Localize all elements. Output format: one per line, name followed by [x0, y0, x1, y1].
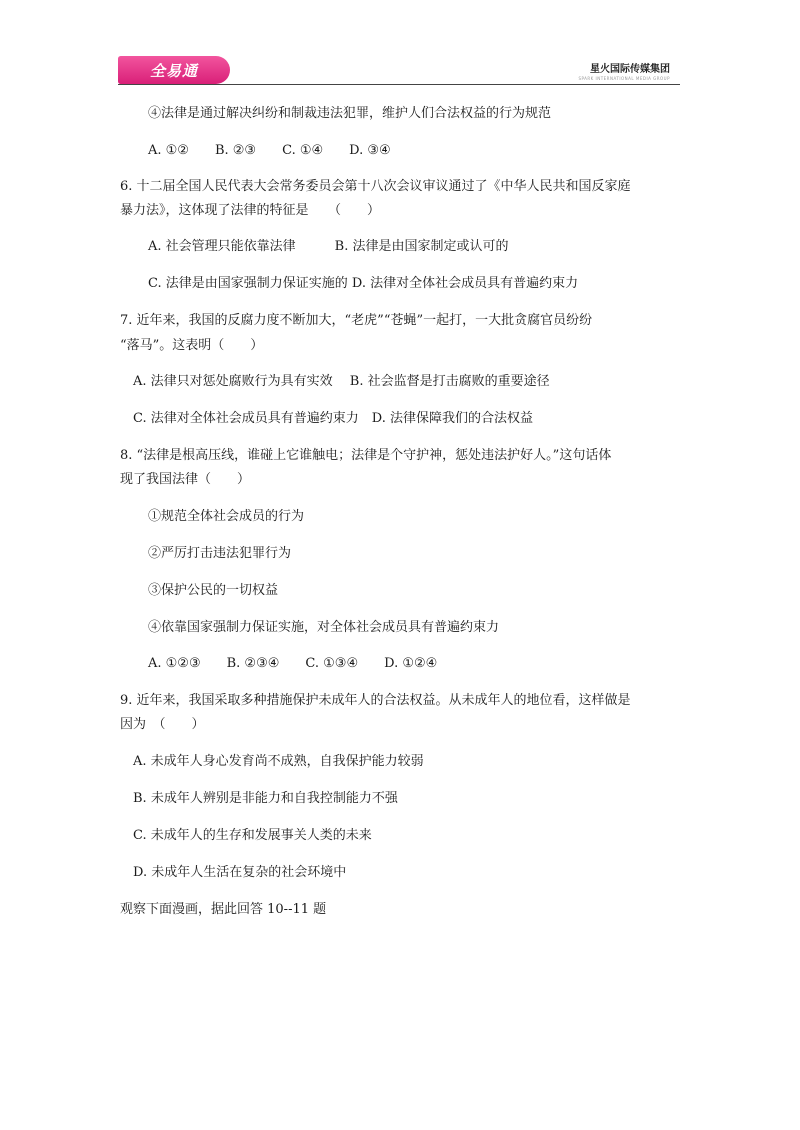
option-line: ④依靠国家强制力保证实施，对全体社会成员具有普遍约束力	[148, 620, 500, 635]
option-line: ①规范全体社会成员的行为	[148, 509, 305, 524]
answer-choices: C. 法律对全体社会成员具有普遍约束力 D. 法律保障我们的合法权益	[133, 411, 533, 426]
brand-name: 星火国际传媒集团	[590, 64, 670, 75]
question-7-stem: 7. 近年来，我国的反腐力度不断加大，“老虎”“苍蝇”一起打，一大批贪腐官员纷纷	[120, 313, 593, 328]
question-9-stem: 9. 近年来，我国采取多种措施保护未成年人的合法权益。从未成年人的地位看，这样做是	[120, 693, 631, 708]
instruction-line: 观察下面漫画，据此回答 10--11 题	[120, 902, 327, 917]
answer-choice: C. 未成年人的生存和发展事关人类的未来	[133, 828, 372, 843]
option-line: ③保护公民的一切权益	[148, 583, 279, 598]
answer-choices: A. ①②③ B. ②③④ C. ①③④ D. ①②④	[148, 656, 438, 671]
answer-choice: B. 未成年人辨别是非能力和自我控制能力不强	[133, 791, 398, 806]
question-9-stem-cont: 因为 （ ）	[120, 717, 205, 732]
question-6-stem-cont: 暴力法》，这体现了法律的特征是 （ ）	[120, 203, 381, 218]
question-8-stem-cont: 现了我国法律（ ）	[120, 472, 251, 487]
question-7-stem-cont: “落马”。这表明（ ）	[120, 338, 264, 353]
quanyitong-logo	[118, 56, 230, 84]
option-line: ②严厉打击违法犯罪行为	[148, 546, 292, 561]
question-8-stem: 8. “法律是根高压线，谁碰上它谁触电；法律是个守护神，惩处违法护好人。”这句话体	[120, 448, 612, 463]
page-header	[0, 0, 800, 90]
option-line: ④法律是通过解决纠纷和制裁违法犯罪，维护人们合法权益的行为规范	[148, 106, 552, 121]
publisher-brand	[578, 60, 670, 81]
answer-choice: A. 未成年人身心发育尚不成熟，自我保护能力较弱	[133, 754, 424, 769]
brand-english-name: SPARK INTERNATIONAL MEDIA GROUP	[578, 76, 670, 81]
logo-text: 全易通	[149, 61, 198, 80]
answer-choices: A. ①② B. ②③ C. ①④ D. ③④	[148, 143, 391, 158]
header-divider	[118, 84, 680, 85]
answer-choices: C. 法律是由国家强制力保证实施的 D. 法律对全体社会成员具有普遍约束力	[148, 276, 579, 291]
answer-choices: A. 法律只对惩处腐败行为具有实效 B. 社会监督是打击腐败的重要途径	[133, 374, 550, 389]
answer-choice: D. 未成年人生活在复杂的社会环境中	[133, 865, 347, 880]
question-6-stem: 6. 十二届全国人民代表大会常务委员会第十八次会议审议通过了《中华人民共和国反家庭	[120, 179, 631, 194]
answer-choices: A. 社会管理只能依靠法律 B. 法律是由国家制定或认可的	[148, 239, 509, 254]
